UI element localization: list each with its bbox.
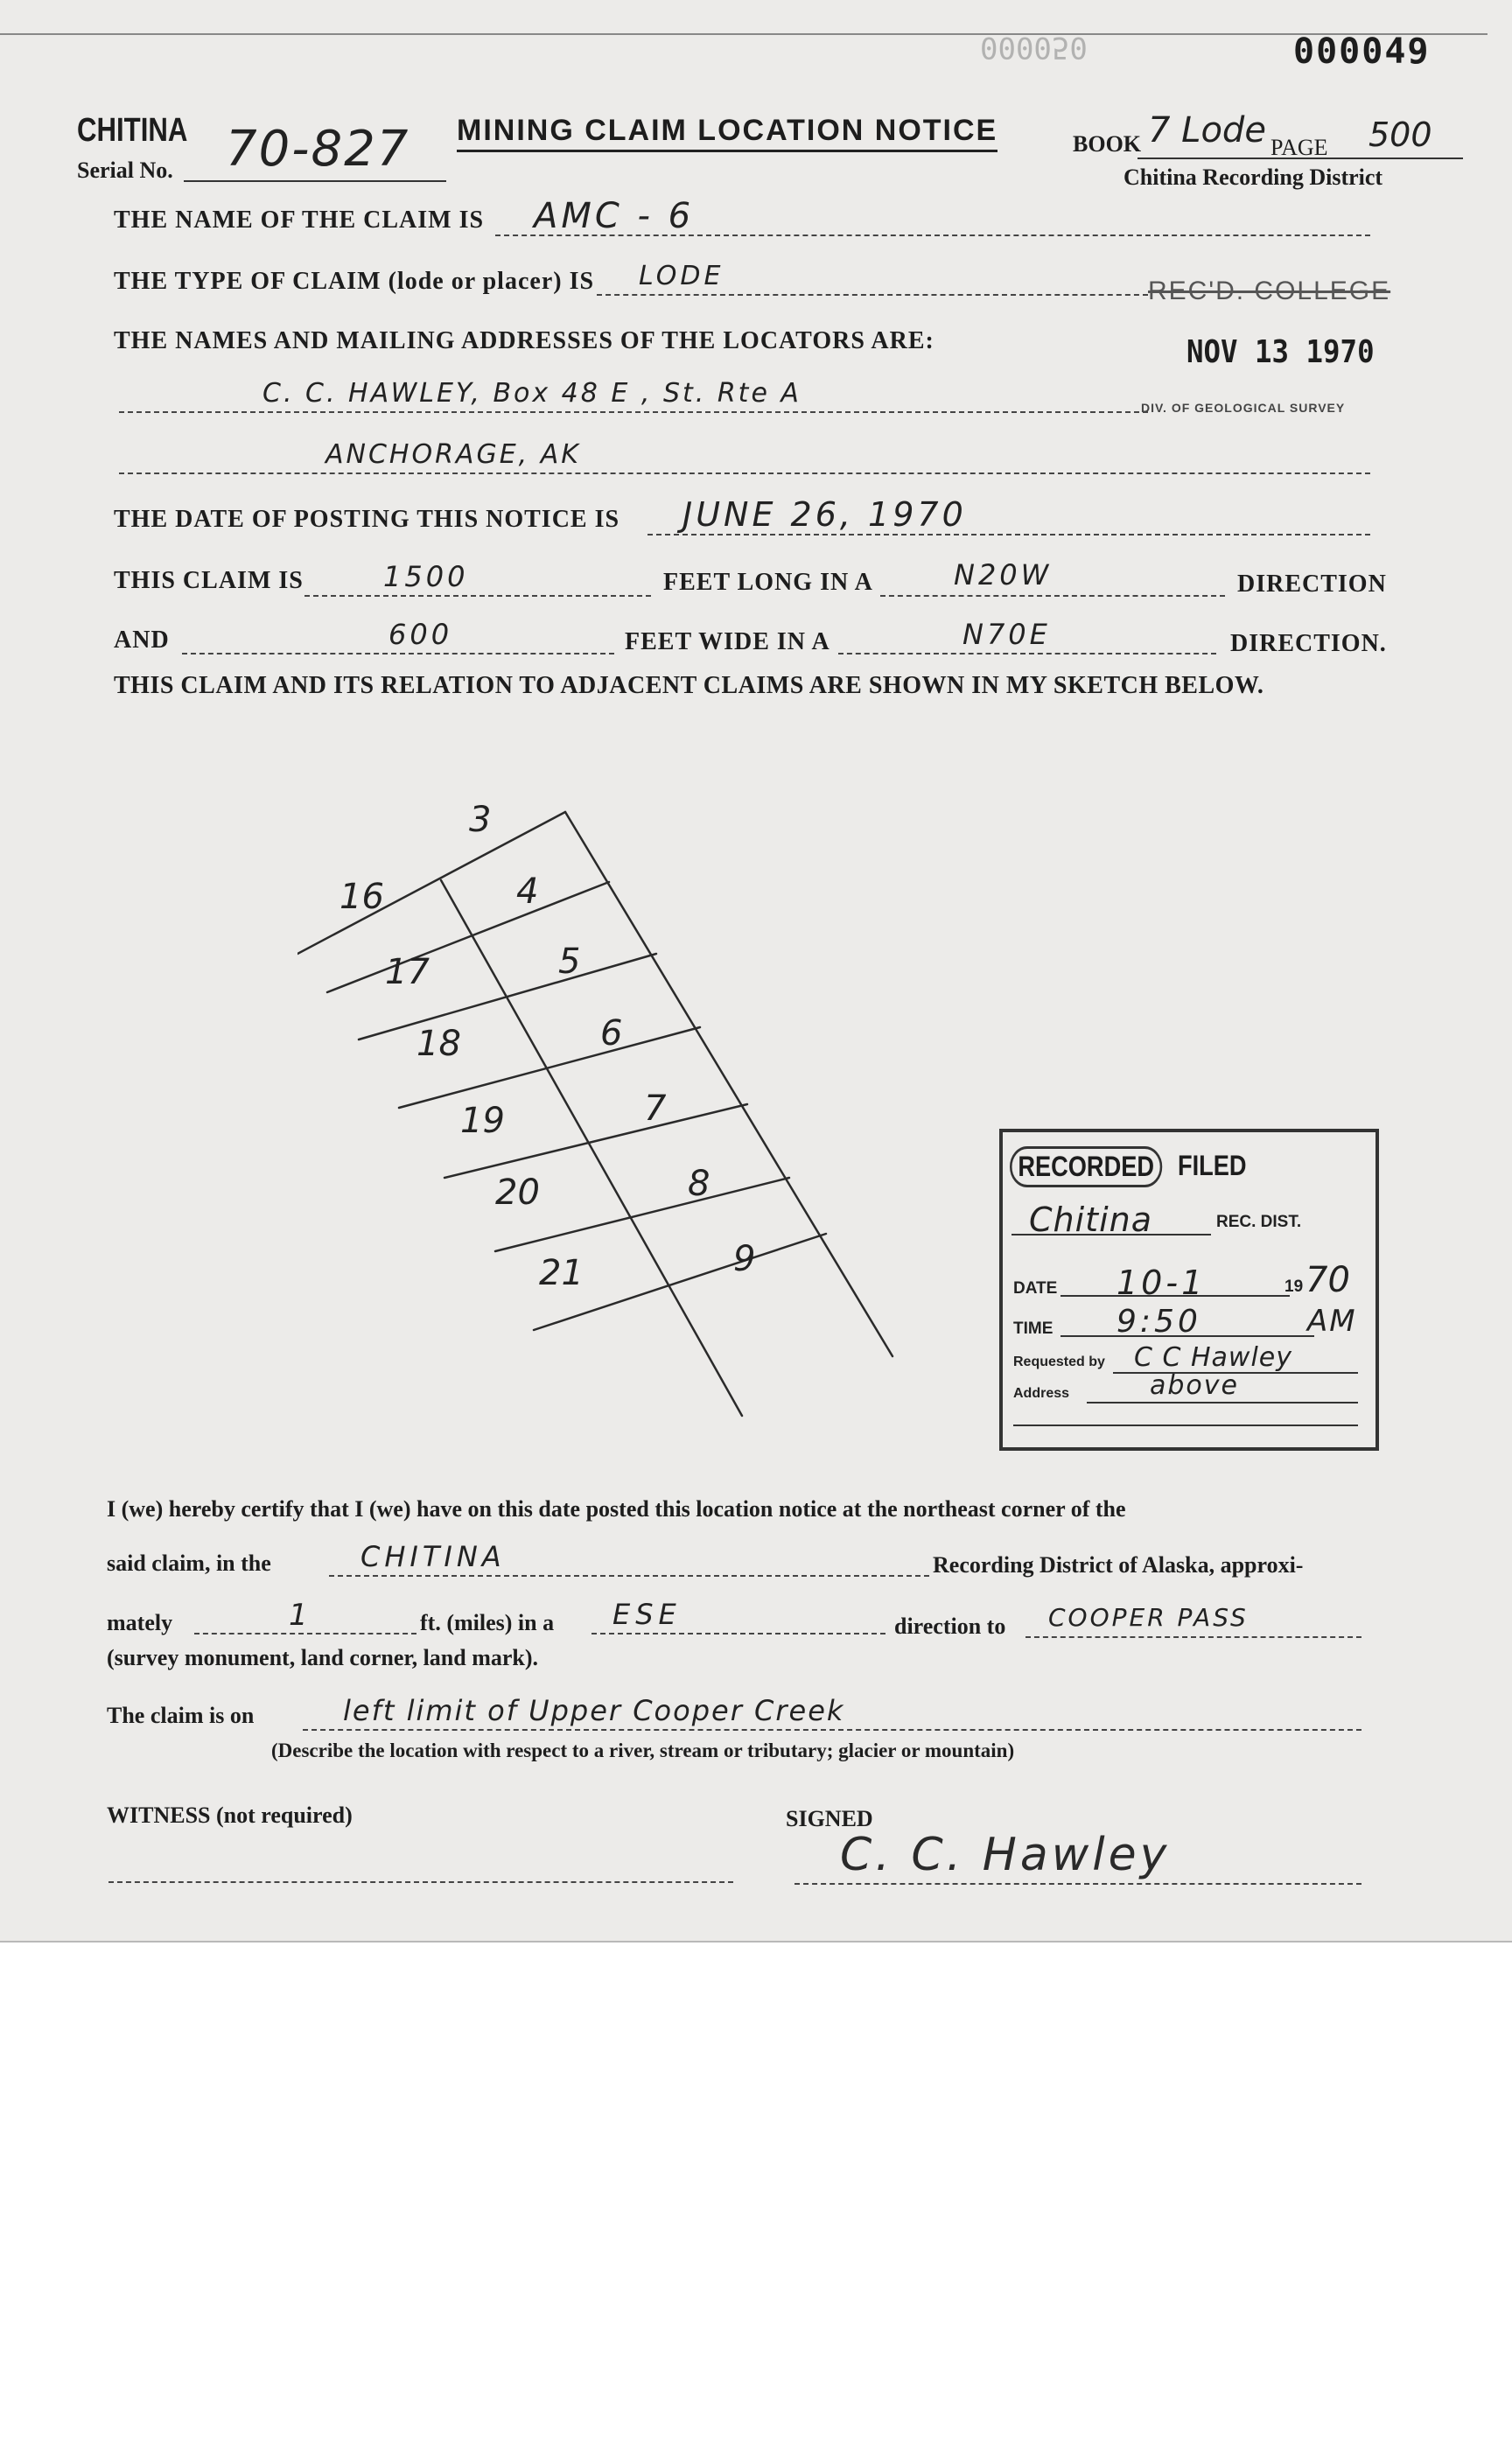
claim-number-3: 3 bbox=[469, 800, 492, 840]
width-direction-end: DIRECTION. bbox=[1230, 630, 1387, 657]
certification-district-line bbox=[329, 1575, 929, 1577]
serial-label: Serial No. bbox=[77, 158, 173, 183]
claim-number-20: 20 bbox=[495, 1172, 540, 1213]
stamp-address-label: Address bbox=[1013, 1386, 1070, 1401]
sketch-label: THIS CLAIM AND ITS RELATION TO ADJACENT CLAIMS ARE SHOWN IN MY SKETCH BELOW. bbox=[114, 672, 1264, 699]
claim-on-label: The claim is on bbox=[107, 1703, 255, 1728]
sketch-east-boundary bbox=[565, 812, 892, 1356]
locators-label: THE NAMES AND MAILING ADDRESSES OF THE LOCATORS ARE: bbox=[114, 327, 934, 354]
page-value: 500 bbox=[1368, 116, 1432, 154]
direction-line bbox=[592, 1633, 886, 1634]
claims-sketch bbox=[298, 770, 910, 1435]
witness-label: WITNESS (not required) bbox=[107, 1802, 353, 1828]
stamp-am-value: AM bbox=[1307, 1304, 1357, 1339]
claim-number-5: 5 bbox=[558, 942, 581, 982]
recording-district-label: Chitina Recording District bbox=[1124, 164, 1383, 190]
signature-line bbox=[794, 1883, 1362, 1885]
width-direction-line bbox=[838, 653, 1216, 654]
stamp-time-label: TIME bbox=[1013, 1320, 1054, 1338]
book-value: 7 Lode bbox=[1148, 110, 1266, 150]
length-value-line bbox=[304, 595, 651, 597]
top-border-line bbox=[0, 33, 1488, 35]
stamp-date-label: DATE bbox=[1013, 1279, 1058, 1298]
certification-line-1: I (we) hereby certify that I (we) have on this date posted this location notice at the northeast corner of the bbox=[107, 1496, 1126, 1522]
signature-value: C. C. Hawley bbox=[840, 1829, 1171, 1881]
stamp-requested-label: Requested by bbox=[1013, 1354, 1105, 1369]
claim-type-line bbox=[597, 294, 1148, 296]
claim-number-9: 9 bbox=[733, 1239, 756, 1279]
witness-line bbox=[108, 1881, 733, 1883]
locator-line-2 bbox=[119, 472, 1370, 474]
posting-date-label: THE DATE OF POSTING THIS NOTICE IS bbox=[114, 506, 620, 533]
claim-name-value: AMC - 6 bbox=[534, 196, 695, 236]
received-stamp-line3: DIV. OF GEOLOGICAL SURVEY bbox=[1141, 401, 1346, 415]
width-label: AND bbox=[114, 626, 170, 654]
document-number: 000049 bbox=[1293, 32, 1431, 72]
posting-date-value: JUNE 26, 1970 bbox=[682, 495, 967, 534]
locator-line-1 bbox=[119, 411, 1148, 413]
claim-type-label: THE TYPE OF CLAIM (lode or placer) IS bbox=[114, 268, 595, 295]
width-value: 600 bbox=[388, 618, 453, 651]
location-value: left limit of Upper Cooper Creek bbox=[343, 1694, 845, 1727]
received-stamp-line1: REC'D. COLLEGE bbox=[1148, 276, 1391, 305]
length-label: THIS CLAIM IS bbox=[114, 567, 304, 594]
landmark-value: COOPER PASS bbox=[1048, 1603, 1249, 1632]
units-label: ft. (miles) in a bbox=[420, 1610, 555, 1635]
locator-line-1-value: C. C. HAWLEY, Box 48 E , St. Rte A bbox=[262, 378, 802, 409]
length-mid-label: FEET LONG IN A bbox=[663, 569, 873, 596]
recorded-label: RECORDED bbox=[1010, 1146, 1162, 1187]
claim-number-4: 4 bbox=[516, 872, 539, 912]
claim-number-6: 6 bbox=[600, 1013, 623, 1054]
width-direction-value: N70E bbox=[962, 618, 1051, 651]
claim-number-18: 18 bbox=[416, 1024, 461, 1064]
distance-value: 1 bbox=[289, 1598, 312, 1633]
width-value-line bbox=[182, 653, 614, 654]
recorded-filed-stamp bbox=[999, 1129, 1379, 1451]
length-direction-line bbox=[880, 595, 1225, 597]
sketch-center-boundary bbox=[441, 880, 742, 1416]
book-page-underline bbox=[1138, 158, 1463, 159]
claim-number-21: 21 bbox=[539, 1253, 584, 1293]
length-value: 1500 bbox=[383, 560, 469, 593]
locator-line-2-value: ANCHORAGE, AK bbox=[326, 439, 581, 470]
ghost-document-number: 000050 bbox=[980, 30, 1088, 65]
stamp-address-line bbox=[1087, 1402, 1358, 1404]
direction-value: ESE bbox=[612, 1598, 682, 1631]
claim-number-8: 8 bbox=[688, 1164, 710, 1204]
location-line bbox=[303, 1729, 1362, 1731]
stamp-date-value: 10-1 bbox=[1116, 1264, 1207, 1302]
stamp-address-value: above bbox=[1150, 1370, 1239, 1401]
form-title: MINING CLAIM LOCATION NOTICE bbox=[457, 114, 998, 152]
stamp-year-prefix: 19 bbox=[1284, 1278, 1304, 1296]
district-short-label: CHITINA bbox=[77, 112, 188, 149]
recording-district-text: Recording District of Alaska, approxi- bbox=[933, 1552, 1304, 1578]
signed-label: SIGNED bbox=[786, 1806, 873, 1831]
said-claim-label: said claim, in the bbox=[107, 1550, 271, 1576]
claim-number-17: 17 bbox=[385, 952, 430, 992]
landmark-line bbox=[1026, 1636, 1362, 1638]
describe-note: (Describe the location with respect to a river, stream or tributary; glacier or mountain) bbox=[271, 1740, 1015, 1761]
length-direction-end: DIRECTION bbox=[1237, 570, 1387, 598]
mately-label: mately bbox=[107, 1610, 173, 1635]
direction-to-label: direction to bbox=[894, 1614, 1006, 1639]
claim-number-7: 7 bbox=[644, 1088, 667, 1129]
received-stamp-date: NOV 13 1970 bbox=[1186, 334, 1375, 370]
page-label: PAGE bbox=[1270, 135, 1328, 160]
stamp-time-value: 9:50 bbox=[1116, 1304, 1201, 1340]
stamp-year-value: 70 bbox=[1306, 1260, 1350, 1300]
posting-date-line bbox=[648, 534, 1370, 536]
claim-name-label: THE NAME OF THE CLAIM IS bbox=[114, 206, 485, 234]
filed-label: FILED bbox=[1178, 1150, 1247, 1181]
claim-number-16: 16 bbox=[340, 877, 384, 917]
rec-dist-label: REC. DIST. bbox=[1216, 1213, 1302, 1231]
serial-number: 70-827 bbox=[226, 121, 410, 178]
book-label: BOOK bbox=[1073, 131, 1142, 157]
survey-note: (survey monument, land corner, land mark). bbox=[107, 1645, 539, 1670]
stamp-blank-line bbox=[1013, 1424, 1358, 1426]
certification-district-value: CHITINA bbox=[360, 1540, 506, 1573]
stamp-requested-value: C C Hawley bbox=[1134, 1342, 1292, 1373]
width-mid-label: FEET WIDE IN A bbox=[625, 628, 830, 655]
stamp-district-value: Chitina bbox=[1029, 1200, 1153, 1239]
serial-underline bbox=[184, 180, 446, 182]
distance-line bbox=[194, 1633, 416, 1634]
stamp-district-line bbox=[1012, 1234, 1211, 1236]
length-direction-value: N20W bbox=[954, 558, 1053, 592]
claim-number-19: 19 bbox=[460, 1101, 505, 1141]
claim-type-value: LODE bbox=[639, 261, 724, 291]
